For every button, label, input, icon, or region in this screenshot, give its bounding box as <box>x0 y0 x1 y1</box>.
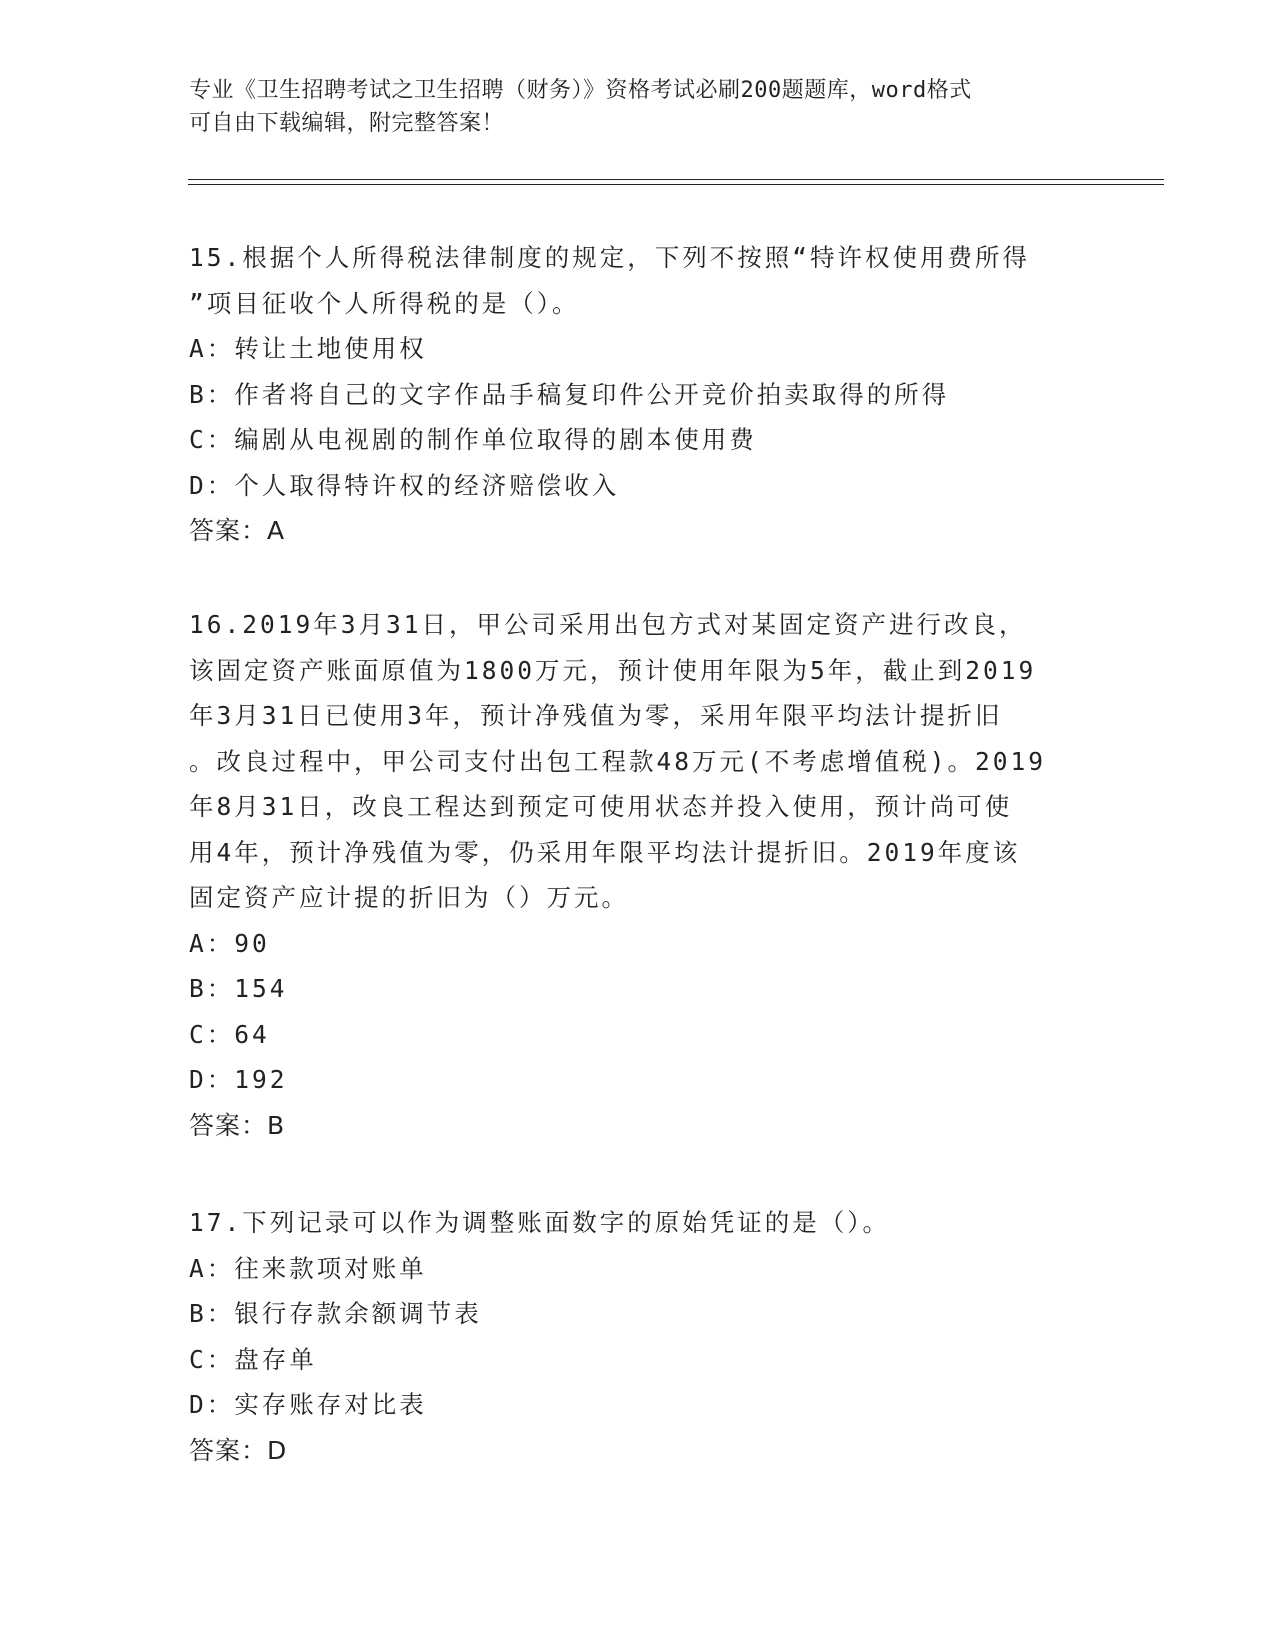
question-stem-line: 17.下列记录可以作为调整账面数字的原始凭证的是（）。 <box>189 1208 890 1237</box>
option-a: A：90 <box>189 928 270 958</box>
answer-line: 答案：D <box>189 1435 288 1465</box>
document-header <box>189 74 1069 140</box>
option-c: C：盘存单 <box>189 1344 317 1374</box>
option-d: D：实存账存对比表 <box>189 1390 427 1419</box>
question-16 <box>189 602 1089 1148</box>
option-b: B：154 <box>189 974 288 1003</box>
question-stem-line: 年8月31日，改良工程达到预定可使用状态并投入使用，预计尚可使 <box>189 792 1013 821</box>
question-stem-line: 15.根据个人所得税法律制度的规定，下列不按照“特许权使用费所得 <box>189 243 1030 272</box>
question-stem-line: 该固定资产账面原值为1800万元，预计使用年限为5年，截止到2019 <box>189 655 1037 685</box>
option-a: A：往来款项对账单 <box>189 1253 427 1283</box>
question-stem-line: ”项目征收个人所得税的是（）。 <box>189 288 580 318</box>
question-17 <box>189 1200 1089 1473</box>
header-line-1: 专业《卫生招聘考试之卫生招聘（财务）》资格考试必刷200题题库，word格式 <box>189 78 972 103</box>
question-stem-line: 。改良过程中，甲公司支付出包工程款48万元(不考虑增值税)。2019 <box>189 746 1046 776</box>
option-b: B：银行存款余额调节表 <box>189 1299 482 1328</box>
question-stem-line: 用4年，预计净残值为零，仍采用年限平均法计提折旧。2019年度该 <box>189 837 1021 867</box>
option-b: B：作者将自己的文字作品手稿复印件公开竞价拍卖取得的所得 <box>189 379 950 409</box>
question-stem-line: 16.2019年3月31日，甲公司采用出包方式对某固定资产进行改良， <box>189 610 1027 639</box>
answer-line: 答案：A <box>189 516 286 545</box>
option-a: A：转让土地使用权 <box>189 334 427 363</box>
header-divider-top <box>188 179 1164 180</box>
header-divider-bottom <box>188 184 1164 185</box>
answer-line: 答案：B <box>189 1110 286 1140</box>
header-line-2: 可自由下载编辑，附完整答案！ <box>189 111 505 136</box>
option-c: C：64 <box>189 1019 270 1049</box>
question-stem-line: 固定资产应计提的折旧为（）万元。 <box>189 883 629 912</box>
option-c: C：编剧从电视剧的制作单位取得的剧本使用费 <box>189 425 757 454</box>
question-15 <box>189 235 1089 554</box>
option-d: D：个人取得特许权的经济赔偿收入 <box>189 470 620 500</box>
question-stem-line: 年3月31日已使用3年，预计净残值为零，采用年限平均法计提折旧 <box>189 701 1003 730</box>
option-d: D：192 <box>189 1065 288 1094</box>
